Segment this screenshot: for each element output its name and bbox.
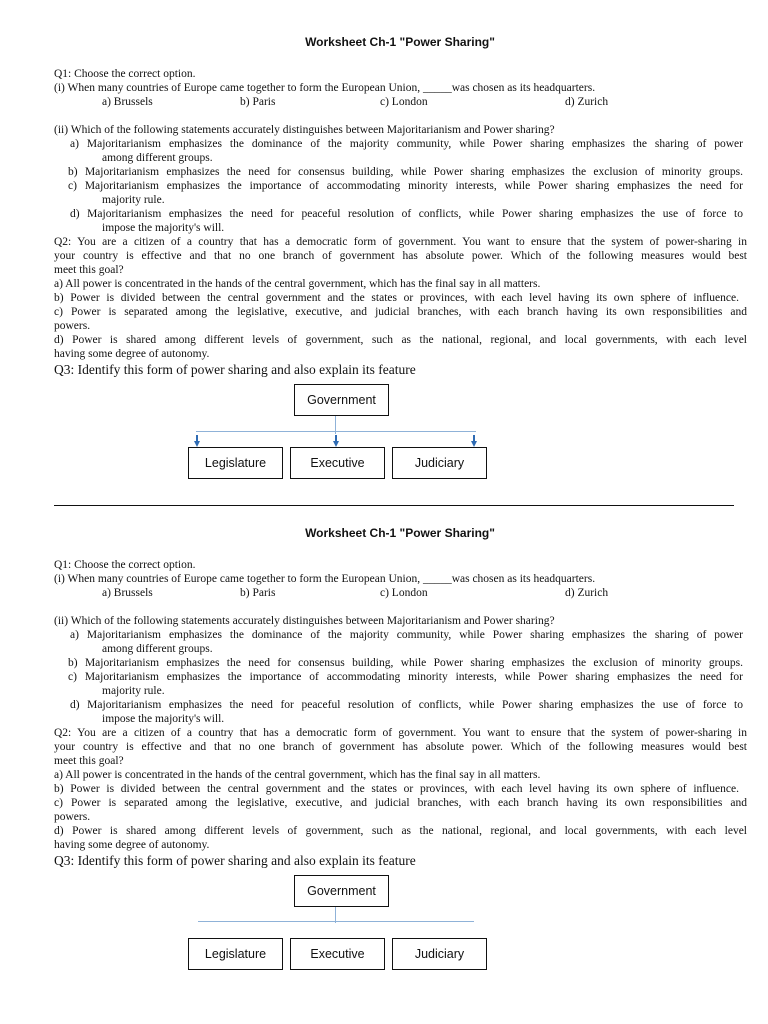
q1-ii-option-a: a) Majoritarianism emphasizes the dominance of the majority community, while Power sharing emphasizes the sharing of power [70,138,743,150]
worksheet-title: Worksheet Ch-1 "Power Sharing" [305,35,495,49]
q2-line-1: Q2: You are a citizen of a country that has a democratic form of government. You want to ensure that the system of power-sharing in [54,236,747,248]
q1-option-c: c) London [380,587,428,599]
q1-part-ii: (ii) Which of the following statements accurately distinguishes between Majoritarianism and Power sharing? [54,615,555,627]
q2-option-b: b) Power is divided between the central government and the states or provinces, with each level having its own sphere of influence. [54,292,739,304]
q2-line-3: meet this goal? [54,755,124,767]
q2-option-c-cont: powers. [54,320,91,332]
connector-line [196,431,476,432]
q3-question: Q3: Identify this form of power sharing and also explain its feature [54,362,416,377]
q1-option-b: b) Paris [240,96,276,108]
q1-heading: Q1: Choose the correct option. [54,559,196,571]
connector-line [198,921,474,922]
q2-option-a: a) All power is concentrated in the hands of the central government, which has the final say in all matters. [54,278,541,290]
q2-option-d-cont: having some degree of autonomy. [54,348,210,360]
q2-option-d: d) Power is shared among different levels of government, such as the national, regional, and local governments, with each level [54,334,747,346]
q1-part-ii: (ii) Which of the following statements accurately distinguishes between Majoritarianism and Power sharing? [54,124,555,136]
government-box: Government [294,875,389,907]
q2-line-3: meet this goal? [54,264,124,276]
judiciary-box: Judiciary [392,447,487,479]
q2-option-d-cont: having some degree of autonomy. [54,839,210,851]
q2-option-a: a) All power is concentrated in the hands of the central government, which has the final say in all matters. [54,769,541,781]
q1-option-a: a) Brussels [102,587,153,599]
judiciary-box: Judiciary [392,938,487,970]
q1-ii-option-a: a) Majoritarianism emphasizes the dominance of the majority community, while Power sharing emphasizes the sharing of power [70,629,743,641]
q1-option-b: b) Paris [240,587,276,599]
q3-question: Q3: Identify this form of power sharing and also explain its feature [54,853,416,868]
executive-box: Executive [290,938,385,970]
government-box: Government [294,384,389,416]
q1-ii-option-b: b) Majoritarianism emphasizes the need for consensus building, while Power sharing emphasizes the exclusion of minority groups. [68,657,743,669]
q1-ii-option-d-cont: impose the majority's will. [102,713,225,725]
q1-ii-option-c: c) Majoritarianism emphasizes the importance of accommodating minority interests, while Power sharing emphasizes the need for [68,180,743,192]
q1-option-a: a) Brussels [102,96,153,108]
worksheet-title: Worksheet Ch-1 "Power Sharing" [305,526,495,540]
q1-ii-option-d-cont: impose the majority's will. [102,222,225,234]
q2-option-c: c) Power is separated among the legislative, executive, and judicial branches, with each branch having its own responsibilities and [54,306,747,318]
q2-option-b: b) Power is divided between the central government and the states or provinces, with each level having its own sphere of influence. [54,783,739,795]
q1-ii-option-c: c) Majoritarianism emphasizes the importance of accommodating minority interests, while Power sharing emphasizes the need for [68,671,743,683]
legislature-box: Legislature [188,938,283,970]
q1-part-i: (i) When many countries of Europe came together to form the European Union, _____was chosen as its headquarters. [54,82,596,94]
executive-box: Executive [290,447,385,479]
q1-ii-option-d: d) Majoritarianism emphasizes the need for peaceful resolution of conflicts, while Power sharing emphasizes the use of force to [70,699,743,711]
q1-heading: Q1: Choose the correct option. [54,68,196,80]
q1-ii-option-b: b) Majoritarianism emphasizes the need for consensus building, while Power sharing emphasizes the exclusion of minority groups. [68,166,743,178]
q1-part-i: (i) When many countries of Europe came together to form the European Union, _____was chosen as its headquarters. [54,573,596,585]
legislature-box: Legislature [188,447,283,479]
q1-option-d: d) Zurich [565,587,609,599]
q2-line-1: Q2: You are a citizen of a country that has a democratic form of government. You want to ensure that the system of power-sharing in [54,727,747,739]
q1-ii-option-c-cont: majority rule. [102,194,165,206]
q2-line-2: your country is effective and that no one branch of government has absolute power. Which of the following measures would best [54,741,747,753]
q2-option-c-cont: powers. [54,811,91,823]
q2-option-d: d) Power is shared among different levels of government, such as the national, regional, and local governments, with each level [54,825,747,837]
q1-option-d: d) Zurich [565,96,609,108]
q1-ii-option-d: d) Majoritarianism emphasizes the need for peaceful resolution of conflicts, while Power sharing emphasizes the use of force to [70,208,743,220]
q2-line-2: your country is effective and that no one branch of government has absolute power. Which of the following measures would best [54,250,747,262]
q1-ii-option-c-cont: majority rule. [102,685,165,697]
q1-ii-option-a-cont: among different groups. [102,643,213,655]
q1-ii-option-a-cont: among different groups. [102,152,213,164]
q1-option-c: c) London [380,96,428,108]
q2-option-c: c) Power is separated among the legislative, executive, and judicial branches, with each branch having its own responsibilities and [54,797,747,809]
divider [54,505,734,506]
